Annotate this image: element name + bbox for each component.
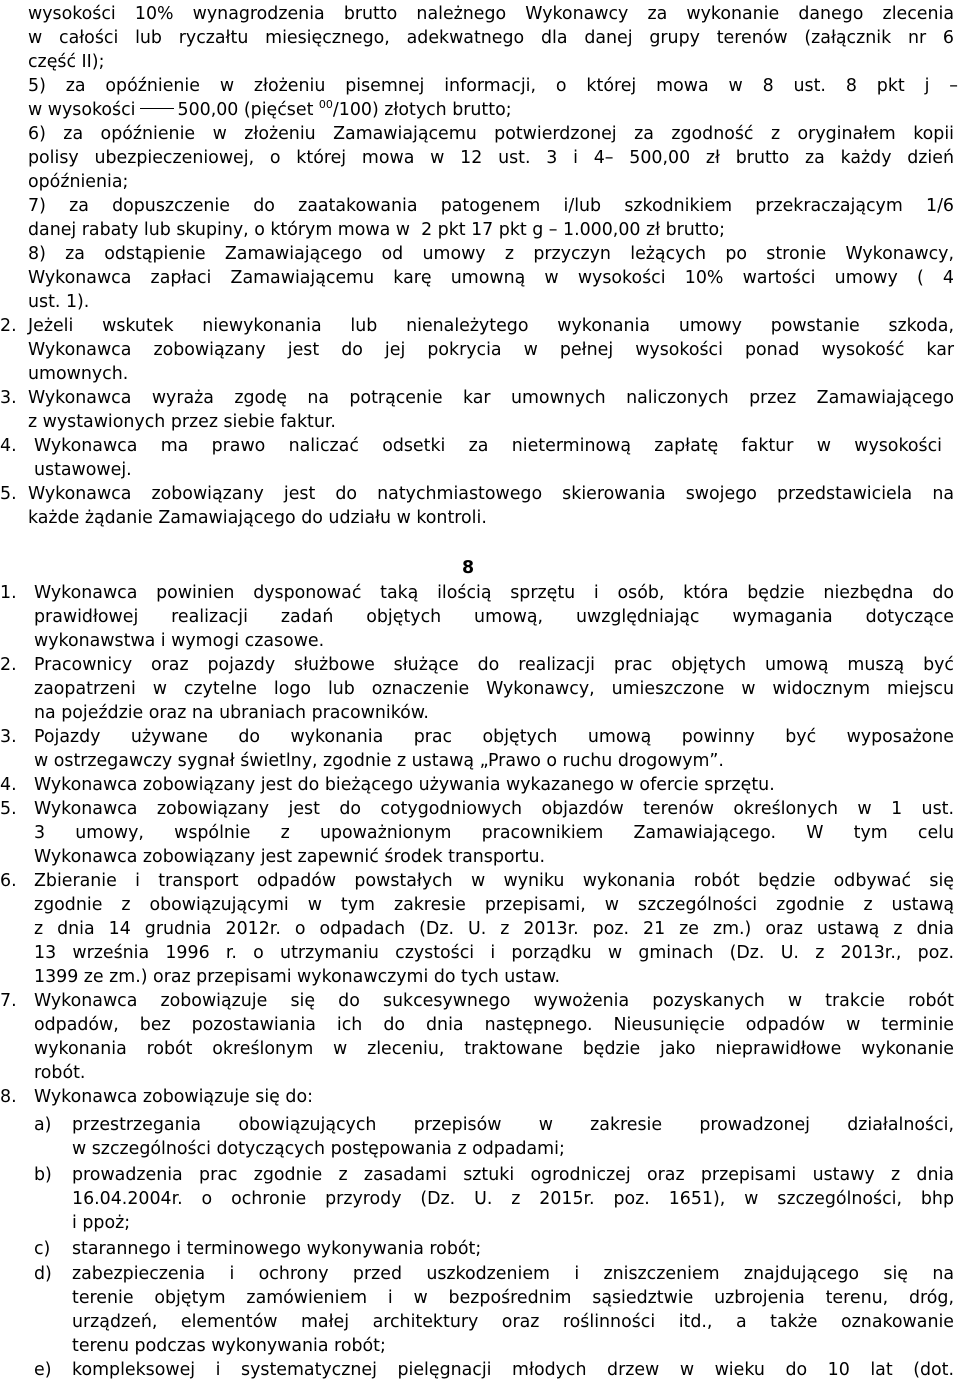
text-line: 7) za dopuszczenie do zaatakowania patogenem i/lub szkodnikiem przekraczającym 1/6 xyxy=(28,196,954,216)
text-line: przestrzegania obowiązujących przepisów w zakresie prowadzonej działalności, xyxy=(72,1115,954,1135)
dash-rule xyxy=(140,108,174,109)
list-number: 5. xyxy=(0,484,17,504)
text-line: danej rabaty lub skupiny, o którym mowa w 2 pkt 17 pkt g – 1.000,00 zł brutto; xyxy=(28,220,725,240)
text-line: w ostrzegawczy sygnał świetlny, zgodnie z ustawą „Prawo o ruchu drogowym”. xyxy=(34,751,724,771)
list-number: 2. xyxy=(0,655,17,675)
text-line: Wykonawca zobowiązany jest do bieżącego używania wykazanego w ofercie sprzętu. xyxy=(34,775,775,795)
text-line: zgodnie z obowiązującymi w tym zakresie przepisami, w szczególności zgodnie z ustawą xyxy=(34,895,954,915)
text-line: Wykonawca zobowiązany jest do jej pokrycia w pełnej wysokości ponad wysokość kar xyxy=(28,340,954,360)
text-line: urządzeń, elementów małej architektury oraz roślinności itd., a także oznakowanie xyxy=(72,1312,954,1332)
text-line: Wykonawca zobowiązany jest do cotygodniowych objazdów terenów określonych w 1 ust. xyxy=(34,799,954,819)
text-line: w całości lub ryczałtu miesięcznego, adekwatnego dla danej grupy terenów (załącznik nr 6 xyxy=(28,28,954,48)
text-line: wysokości 10% wynagrodzenia brutto należnego Wykonawcy za wykonanie danego zlecenia xyxy=(28,4,954,24)
text-line: robót. xyxy=(34,1063,86,1083)
text-line: 3 umowy, wspólnie z upoważnionym pracownikiem Zamawiającego. W tym celu xyxy=(34,823,954,843)
text-line xyxy=(28,98,512,122)
text-line: Wykonawca zobowiązuje się do: xyxy=(34,1087,313,1107)
text-line: Wykonawca zobowiązany jest zapewnić środek transportu. xyxy=(34,847,546,867)
text-fragment: 500,00 (pięćset xyxy=(177,100,314,120)
text-line: 16.04.2004r. o ochronie przyrody (Dz. U. z 2015r. poz. 1651), w szczególności, bhp xyxy=(72,1189,954,1209)
text-line: umownych. xyxy=(28,364,129,384)
text-line: Wykonawca powinien dysponować taką ilością sprzętu i osób, która będzie niezbędna do xyxy=(34,583,954,603)
list-number: 1. xyxy=(0,583,17,603)
text-line: terenu podczas wykonywania robót; xyxy=(72,1336,386,1356)
sub-list-letter: a) xyxy=(34,1115,52,1135)
text-line: kompleksowej i systematycznej pielęgnacji młodych drzew w wieku do 10 lat (dot. xyxy=(72,1360,954,1380)
text-line: wykonania robót określonym w zleceniu, traktowane będzie jako nieprawidłowe wykonanie xyxy=(34,1039,954,1059)
text-line: Wykonawca zobowiązuje się do sukcesywnego wywożenia pozyskanych w trakcie robót xyxy=(34,991,954,1011)
list-number: 6. xyxy=(0,871,17,891)
text-line: wykonawstwa i wymogi czasowe. xyxy=(34,631,325,651)
text-line: Wykonawca zapłaci Zamawiającemu karę umowną w wysokości 10% wartości umowy ( 4 xyxy=(28,268,954,288)
text-line: 8) za odstąpienie Zamawiającego od umowy z przyczyn leżących po stronie Wykonawcy, xyxy=(28,244,954,264)
list-number: 8. xyxy=(0,1087,17,1107)
text-line: 1399 ze zm.) oraz przepisami wykonawczymi do tych ustaw. xyxy=(34,967,560,987)
text-line: Pojazdy używane do wykonania prac objętych umową powinny być wyposażone xyxy=(34,727,954,747)
text-line: w szczególności dotyczących postępowania z odpadami; xyxy=(72,1139,565,1159)
text-line: opóźnienia; xyxy=(28,172,129,192)
text-line: zaopatrzeni w czytelne logo lub oznaczenie Wykonawcy, umieszczone w widocznym miejscu xyxy=(34,679,954,699)
text-line: 13 września 1996 r. o utrzymaniu czystości i porządku w gminach (Dz. U. z 2013r., poz. xyxy=(34,943,954,963)
list-number: 7. xyxy=(0,991,17,1011)
text-line: z dnia 14 grudnia 2012r. o odpadach (Dz. U. z 2013r. poz. 21 ze zm.) oraz ustawą z dnia xyxy=(34,919,954,939)
text-line: Jeżeli wskutek niewykonania lub nienależytego wykonania umowy powstanie szkoda, xyxy=(28,316,954,336)
text-line: 5) za opóźnienie w złożeniu pisemnej informacji, o której mowa w 8 ust. 8 pkt j – xyxy=(28,76,958,96)
text-line: polisy ubezpieczeniowej, o której mowa w 12 ust. 3 i 4– 500,00 zł brutto za każdy dzień xyxy=(28,148,954,168)
text-line: Pracownicy oraz pojazdy służbowe służące do realizacji prac objętych umową muszą być xyxy=(34,655,954,675)
sub-list-letter: b) xyxy=(34,1165,52,1185)
text-line: z wystawionych przez siebie faktur. xyxy=(28,412,336,432)
list-number: 4. xyxy=(0,775,17,795)
text-line: starannego i terminowego wykonywania robót; xyxy=(72,1239,482,1259)
text-line: na pojeździe oraz na ubraniach pracowników. xyxy=(34,703,429,723)
text-line: Wykonawca zobowiązany jest do natychmiastowego skierowania swojego przedstawiciela na xyxy=(28,484,954,504)
text-line: i ppoż; xyxy=(72,1213,131,1233)
text-fragment: /100) złotych brutto; xyxy=(332,100,512,120)
list-number: 3. xyxy=(0,388,17,408)
text-line: odpadów, bez pozostawiania ich do dnia następnego. Nieusunięcie odpadów w terminie xyxy=(34,1015,954,1035)
sub-list-letter: d) xyxy=(34,1264,52,1284)
sub-list-letter: c) xyxy=(34,1239,51,1259)
text-line: ust. 1). xyxy=(28,292,90,312)
text-line: 6) za opóźnienie w złożeniu Zamawiającemu potwierdzonej za zgodność z oryginałem kopii xyxy=(28,124,954,144)
text-line: zabezpieczenia i ochrony przed uszkodzeniem i zniszczeniem znajdującego się na xyxy=(72,1264,954,1284)
section-heading: 8 xyxy=(456,558,475,578)
text-line: Zbieranie i transport odpadów powstałych w wyniku wykonania robót będzie odbywać się xyxy=(34,871,954,891)
sub-list-letter: e) xyxy=(34,1360,52,1380)
text-line: terenie objętym zamówieniem i w bezpośrednim sąsiedztwie uzbrojenia terenu, dróg, xyxy=(72,1288,954,1308)
text-line: część II); xyxy=(28,52,105,72)
superscript: 00 xyxy=(318,98,333,112)
list-number: 2. xyxy=(0,316,17,336)
text-line: każde żądanie Zamawiającego do udziału w kontroli. xyxy=(28,508,487,528)
list-number: 4. xyxy=(0,436,17,456)
list-number: 3. xyxy=(0,727,17,747)
text-line: ustawowej. xyxy=(34,460,132,480)
text-line: prawidłowej realizacji zadań objętych umową, uwzględniając wymagania dotyczące xyxy=(34,607,954,627)
text-line: Wykonawca wyraża zgodę na potrącenie kar umownych naliczonych przez Zamawiającego xyxy=(28,388,954,408)
text-line: prowadzenia prac zgodnie z zasadami sztuki ogrodniczej oraz przepisami ustawy z dnia xyxy=(72,1165,954,1185)
text-fragment: w wysokości xyxy=(28,100,136,120)
text-line: Wykonawca ma prawo naliczać odsetki za nieterminową zapłatę faktur w wysokości xyxy=(34,436,942,456)
list-number: 5. xyxy=(0,799,17,819)
